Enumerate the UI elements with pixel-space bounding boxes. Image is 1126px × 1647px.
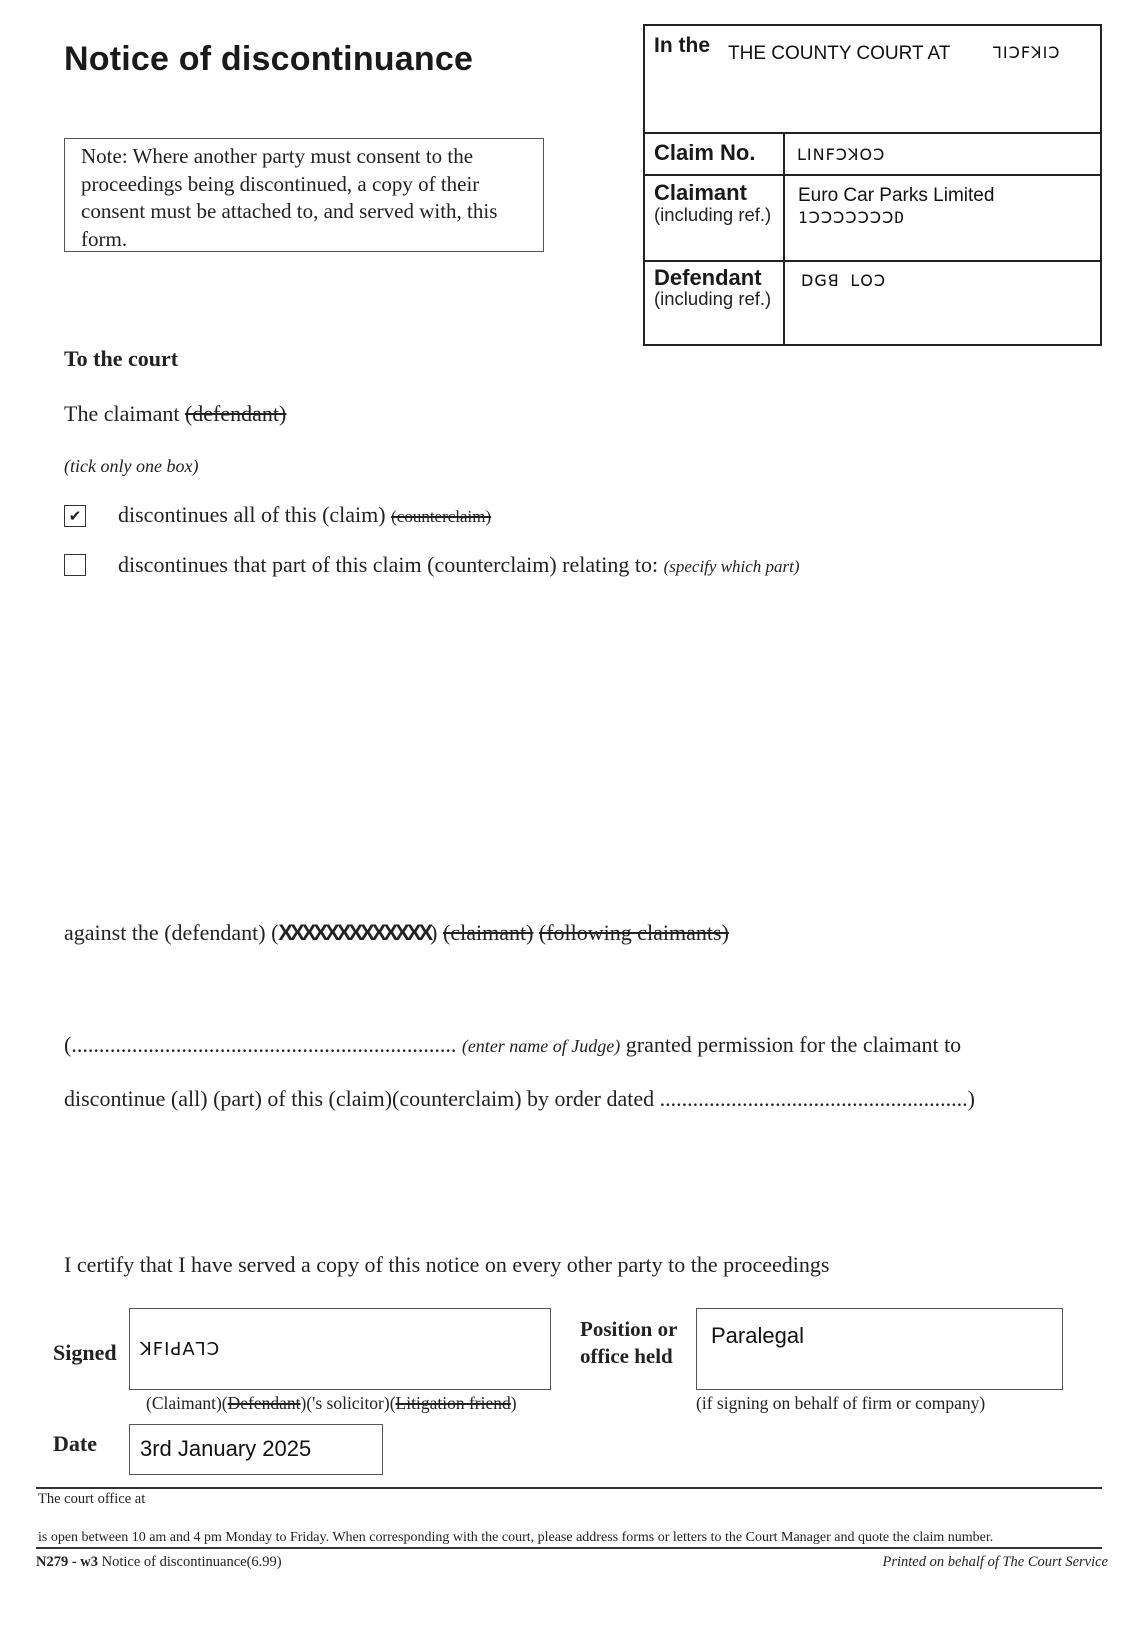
against-struck-2: (claimant) <box>443 920 534 945</box>
court-name: THE COUNTY COURT AT <box>728 43 951 64</box>
against-line <box>64 920 729 946</box>
defendant-label: Defendant <box>654 265 762 290</box>
form-name: Notice of discontinuance(6.99) <box>101 1554 282 1570</box>
claimant-name: Euro Car Parks Limited <box>798 185 995 206</box>
signer-role-struck-2: Litigation friend <box>395 1393 511 1413</box>
date-label: Date <box>53 1431 97 1456</box>
redaction-close: ) <box>430 920 443 945</box>
signer-role-struck-1: Defendant <box>227 1393 301 1413</box>
certify-statement: I certify that I have served a copy of this notice on every other party to the proceedings <box>64 1252 830 1277</box>
claim-no-label: Claim No. <box>654 140 756 165</box>
signature-value: ꓘꓝꓲꓒꓮꓶꓛ <box>140 1339 221 1360</box>
order-line <box>64 1086 975 1112</box>
judge-line <box>64 1032 961 1058</box>
option2-text: discontinues that part of this claim (counterclaim) relating to: <box>118 552 659 577</box>
court-header-table <box>643 24 1102 346</box>
position-field[interactable] <box>696 1308 1063 1390</box>
table-divider <box>645 174 1100 176</box>
discontinue-all-checkbox[interactable]: ✔ <box>64 505 86 527</box>
signer-role-3: ) <box>510 1393 517 1413</box>
position-value: Paralegal <box>711 1323 804 1348</box>
against-struck-3: (following claimants) <box>538 920 729 945</box>
signer-role-2: )('s solicitor)( <box>300 1393 396 1413</box>
opening-hours: is open between 10 am and 4 pm Monday to Friday. When corresponding with the court, please address forms or letters to the Court Manager and quote the claim number. <box>38 1530 994 1545</box>
form-code: N279 - w3 <box>36 1554 99 1570</box>
form-title: Notice of discontinuance <box>64 40 474 78</box>
discontinue-part-label <box>118 552 800 578</box>
to-the-court-heading: To the court <box>64 346 179 371</box>
claimant-word: The claimant <box>64 401 180 426</box>
order-date-dots: ........................................................) <box>659 1086 975 1111</box>
defendant-struck: (defendant) <box>184 401 287 426</box>
claimant-ref: 1ꓛꓛꓛꓛꓛꓛꓛD <box>798 208 906 227</box>
discontinue-part-checkbox[interactable] <box>64 554 86 576</box>
table-divider <box>645 132 1100 134</box>
option2-hint: (specify which part) <box>663 557 800 576</box>
form-reference <box>36 1554 282 1571</box>
discontinue-all-label <box>118 502 491 528</box>
table-column-divider <box>783 132 785 346</box>
claim-no-value: ꓡꓲꓠꓝꓛꓘꓳꓛ <box>797 145 886 164</box>
claimant-label: Claimant <box>654 180 747 205</box>
tick-instruction: (tick only one box) <box>64 456 199 476</box>
judge-text: granted permission for the claimant to <box>625 1032 962 1057</box>
date-value: 3rd January 2025 <box>140 1436 312 1461</box>
footer-divider <box>36 1487 1102 1489</box>
discontinue-line: discontinue (all) (part) of this (claim)(counterclaim) by order dated <box>64 1086 655 1111</box>
claimant-ref-label: (including ref.) <box>654 204 772 225</box>
date-field[interactable] <box>129 1424 383 1475</box>
option1-text: discontinues all of this (claim) <box>118 502 386 527</box>
consent-note: Note: Where another party must consent to the proceedings being discontinued, a copy of their consent must be attached to, and served with, this form. <box>64 138 544 252</box>
behalf-note: (if signing on behalf of firm or company) <box>696 1393 986 1413</box>
claimant-statement <box>64 401 286 427</box>
signer-role-1: (Claimant)( <box>146 1393 228 1413</box>
redacted-defendants: XXXXXXXXXXXXX <box>278 920 431 945</box>
defendant-ref-label: (including ref.) <box>654 288 772 309</box>
position-label-2: office held <box>580 1344 673 1368</box>
position-label-1: Position or <box>580 1317 678 1341</box>
judge-dots: (...................................................................... <box>64 1032 457 1057</box>
printed-by: Printed on behalf of The Court Service <box>882 1554 1108 1570</box>
in-the-label: In the <box>654 34 710 57</box>
judge-hint: (enter name of Judge) <box>461 1036 621 1056</box>
option1-struck: (counterclaim) <box>391 507 492 526</box>
signer-role <box>146 1393 517 1414</box>
signed-label: Signed <box>53 1340 117 1365</box>
signature-field[interactable] <box>129 1308 551 1390</box>
defendant-name: ꓓꓖꓭ ꓡꓳꓛ <box>801 271 887 290</box>
court-location: ꓶꓲꓛꓝꓘꓲꓛ <box>993 43 1061 62</box>
footer-divider <box>36 1547 1102 1549</box>
table-divider <box>645 260 1100 262</box>
court-office-label: The court office at <box>38 1491 146 1507</box>
against-prefix: against the (defendant) ( <box>64 920 279 945</box>
